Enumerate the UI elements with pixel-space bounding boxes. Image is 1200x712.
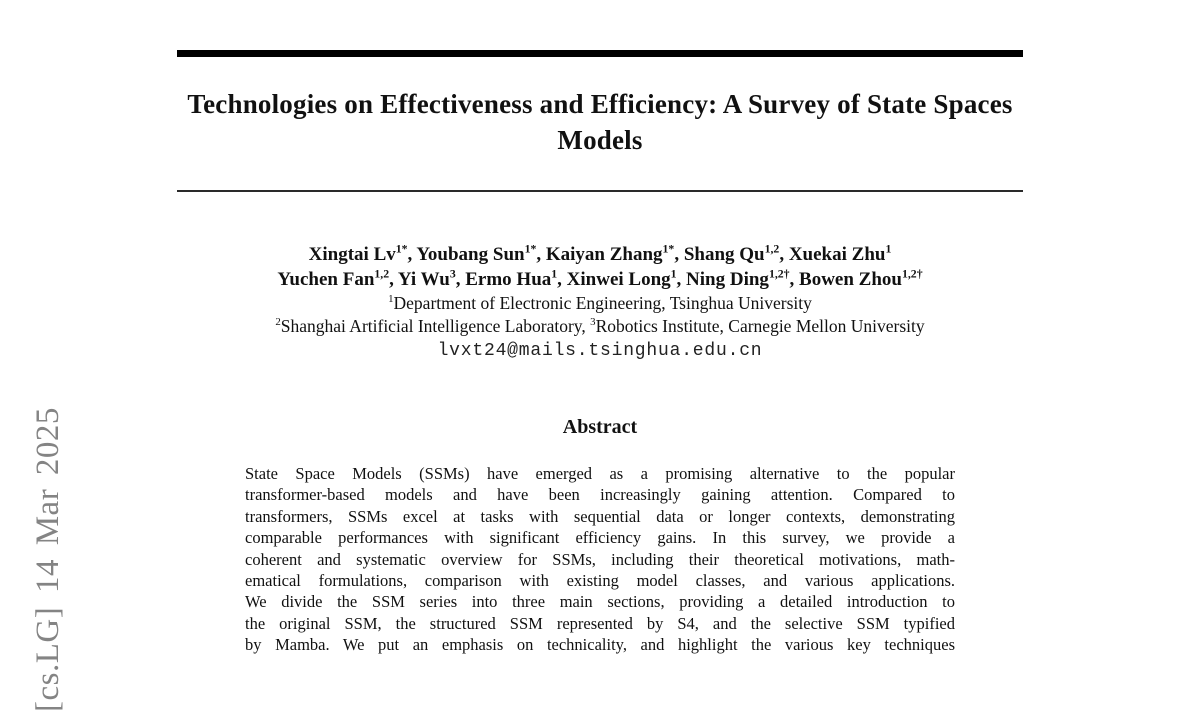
- author-separator: ,: [674, 244, 684, 265]
- author-name: Xuekai Zhu: [788, 244, 886, 265]
- author-superscript: 3: [449, 267, 456, 281]
- affiliation-line-2: [177, 315, 1023, 338]
- affiliation-line-1: [177, 292, 1023, 315]
- author-superscript: 1: [885, 242, 892, 256]
- author-superscript: 1*: [395, 242, 408, 256]
- author-superscript: 1: [551, 267, 558, 281]
- affiliation-superscript: 1: [388, 293, 394, 306]
- author-superscript: 1,2†: [901, 267, 923, 281]
- abstract-line: transformers, SSMs excel at tasks with sequential data or longer contexts, demonstrating: [245, 506, 955, 526]
- title-rule-bottom: [177, 190, 1023, 192]
- affiliation-superscript: 3: [590, 316, 596, 329]
- author-name: Xingtai Lv: [308, 244, 396, 265]
- author-superscript: 1,2: [764, 242, 780, 256]
- arxiv-watermark: [cs.LG] 14 Mar 2025: [30, 407, 66, 712]
- author-superscript: 1: [670, 267, 677, 281]
- affiliation-text: Department of Electronic Engineering, Tsinghua University: [393, 293, 812, 313]
- author-name: Ermo Hua: [465, 269, 552, 290]
- author-separator: ,: [389, 269, 398, 290]
- title-rule-top: [177, 50, 1023, 57]
- abstract-line: State Space Models (SSMs) have emerged as a promising alternative to the popular: [245, 464, 955, 483]
- abstract-line: comparable performances with significant efficiency gains. In this survey, we provide a: [245, 528, 955, 548]
- paper-page: [177, 50, 1023, 656]
- author-name: Xinwei Long: [566, 269, 671, 290]
- abstract-text: [245, 463, 955, 656]
- author-separator: ,: [779, 244, 789, 265]
- contact-email: lvxt24@mails.tsinghua.edu.cn: [437, 341, 763, 361]
- author-name: Yuchen Fan: [277, 269, 375, 290]
- abstract-line: coherent and systematic overview for SSMs, including their theoretical motivations, math-: [245, 549, 955, 569]
- author-name: Ning Ding: [686, 269, 769, 290]
- author-superscript: 1*: [524, 242, 537, 256]
- affiliation-text: Shanghai Artificial Intelligence Laboratory,: [280, 316, 591, 336]
- author-separator: ,: [789, 269, 800, 290]
- abstract-line: ematical formulations, comparison with existing model classes, and various applications.: [245, 571, 955, 591]
- abstract-line: We divide the SSM series into three main sections, providing a detailed introduction to: [245, 592, 955, 612]
- abstract-line: the original SSM, the structured SSM represented by S4, and the selective SSM typified: [245, 613, 955, 633]
- author-separator: ,: [455, 269, 466, 290]
- author-separator: ,: [536, 244, 546, 265]
- author-separator: ,: [407, 244, 417, 265]
- author-name: Youbang Sun: [416, 244, 525, 265]
- author-separator: ,: [557, 269, 567, 290]
- abstract-line: transformer-based models and have been increasingly gaining attention. Compared to: [245, 485, 955, 505]
- author-line-1: [177, 242, 1023, 267]
- author-name: Bowen Zhou: [799, 269, 902, 290]
- author-superscript: 1*: [662, 242, 675, 256]
- abstract-heading: Abstract: [562, 416, 638, 438]
- paper-title: Technologies on Effectiveness and Efficiency: A Survey of State Spaces Models: [187, 89, 1013, 155]
- author-superscript: 1,2†: [768, 267, 790, 281]
- affiliation-superscript: 2: [275, 316, 281, 329]
- author-separator: ,: [676, 269, 687, 290]
- author-block: [177, 242, 1023, 362]
- author-name: Shang Qu: [683, 244, 765, 265]
- author-superscript: 1,2: [374, 267, 390, 281]
- affiliation-text: Robotics Institute, Carnegie Mellon University: [595, 316, 925, 336]
- abstract-line: by Mamba. We put an emphasis on technicality, and highlight the various key techniques: [245, 635, 955, 655]
- author-name: Yi Wu: [397, 269, 450, 290]
- author-name: Kaiyan Zhang: [545, 244, 663, 265]
- author-line-2: [177, 267, 1023, 292]
